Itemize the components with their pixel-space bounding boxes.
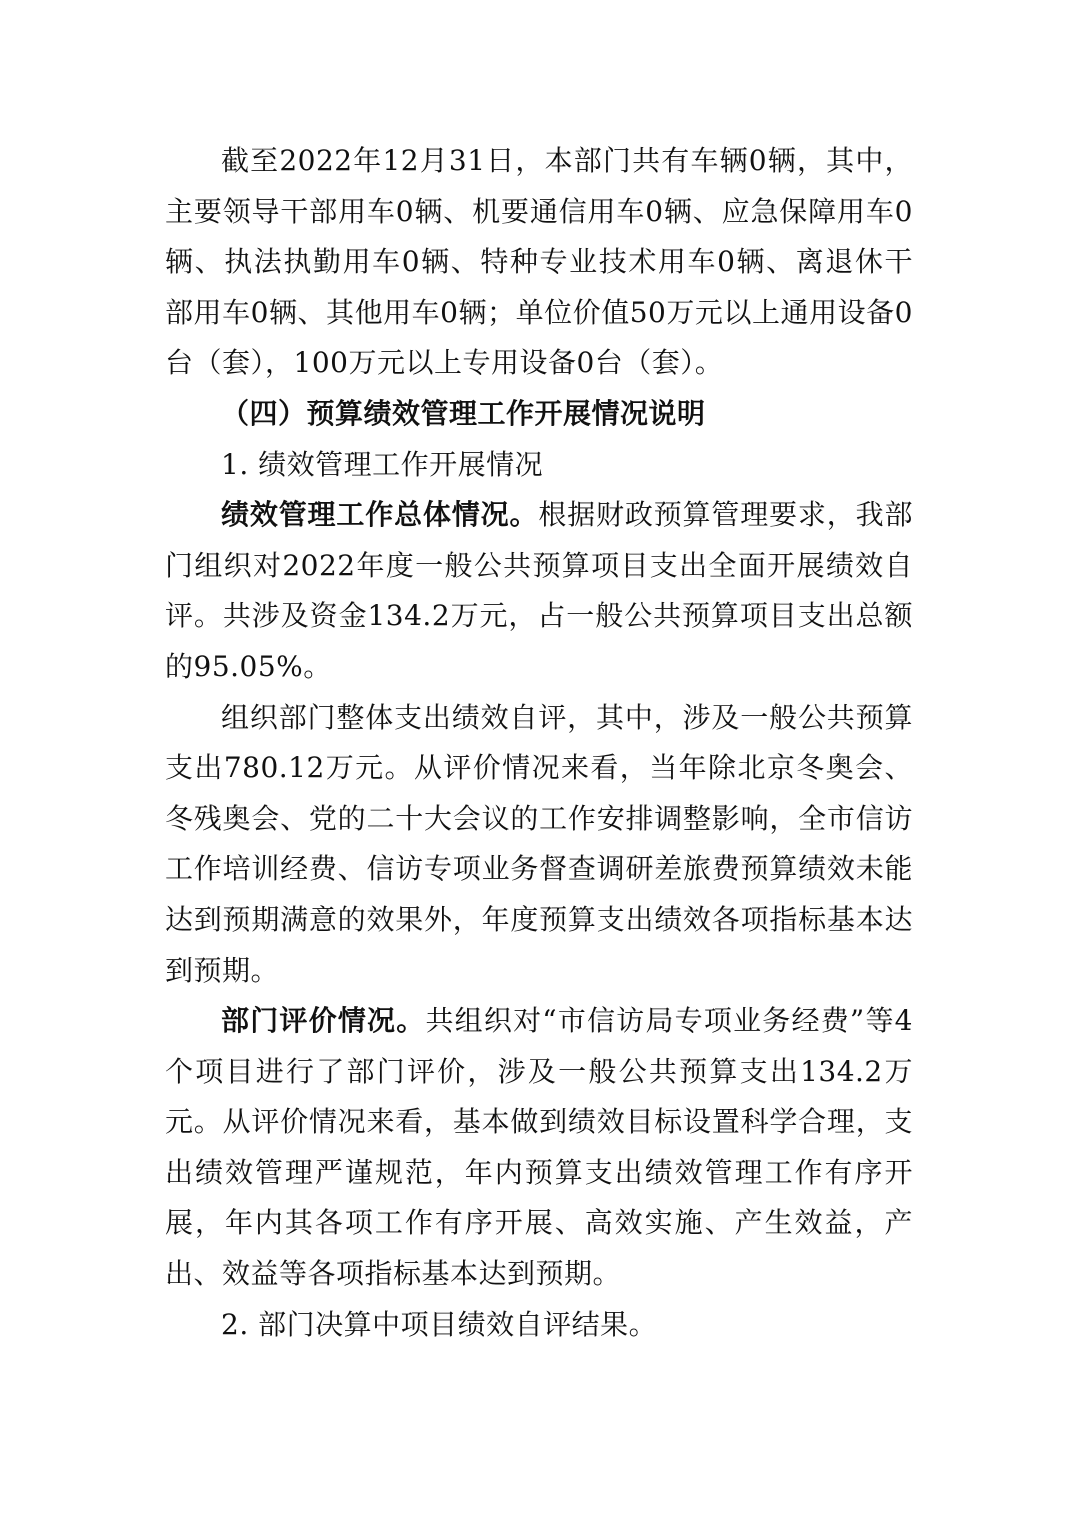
overall-performance-lead: 绩效管理工作总体情况。 — [221, 498, 539, 532]
subsection-title-performance-work: 1. 绩效管理工作开展情况 — [221, 447, 544, 481]
department-evaluation-paragraph — [165, 996, 913, 1300]
department-evaluation-lead: 部门评价情况。 — [221, 1004, 426, 1038]
overall-performance-text: 根据财政预算管理要求，我部门组织对2022年度一般公共预算项目支出全面开展绩效自评。共涉及资金134.2万元，占一般公共预算项目支出总额的95.05%。 — [165, 498, 913, 683]
department-evaluation-text: 共组织对“市信访局专项业务经费”等4个项目进行了部门评价，涉及一般公共预算支出134.2万元。从评价情况来看，基本做到绩效目标设置科学合理，支出绩效管理严谨规范，年内预算支出绩效管理工作有序开展，年内其各项工作有序开展、高效实施、产生效益，产出、效益等各项指标基本达到预期。 — [165, 1004, 913, 1291]
overall-performance-paragraph — [165, 490, 913, 692]
document-page — [165, 136, 913, 1350]
vehicle-assets-paragraph: 截至2022年12月31日，本部门共有车辆0辆，其中，主要领导干部用车0辆、机要通信用车0辆、应急保障用车0辆、执法执勤用车0辆、特种专业技术用车0辆、离退休干部用车0辆、其他用车0辆；单位价值50万元以上通用设备0台（套），100万元以上专用设备0台（套）。 — [165, 144, 913, 380]
subsection-title-project-results: 2. 部门决算中项目绩效自评结果。 — [221, 1307, 658, 1341]
department-overall-evaluation-paragraph: 组织部门整体支出绩效自评，其中，涉及一般公共预算支出780.12万元。从评价情况来看，当年除北京冬奥会、冬残奥会、党的二十大会议的工作安排调整影响，全市信访工作培训经费、信访专项业务督查调研差旅费预算绩效未能达到预期满意的效果外，年度预算支出绩效各项指标基本达到预期。 — [165, 700, 913, 987]
section-heading-performance-management: （四）预算绩效管理工作开展情况说明 — [221, 396, 706, 430]
